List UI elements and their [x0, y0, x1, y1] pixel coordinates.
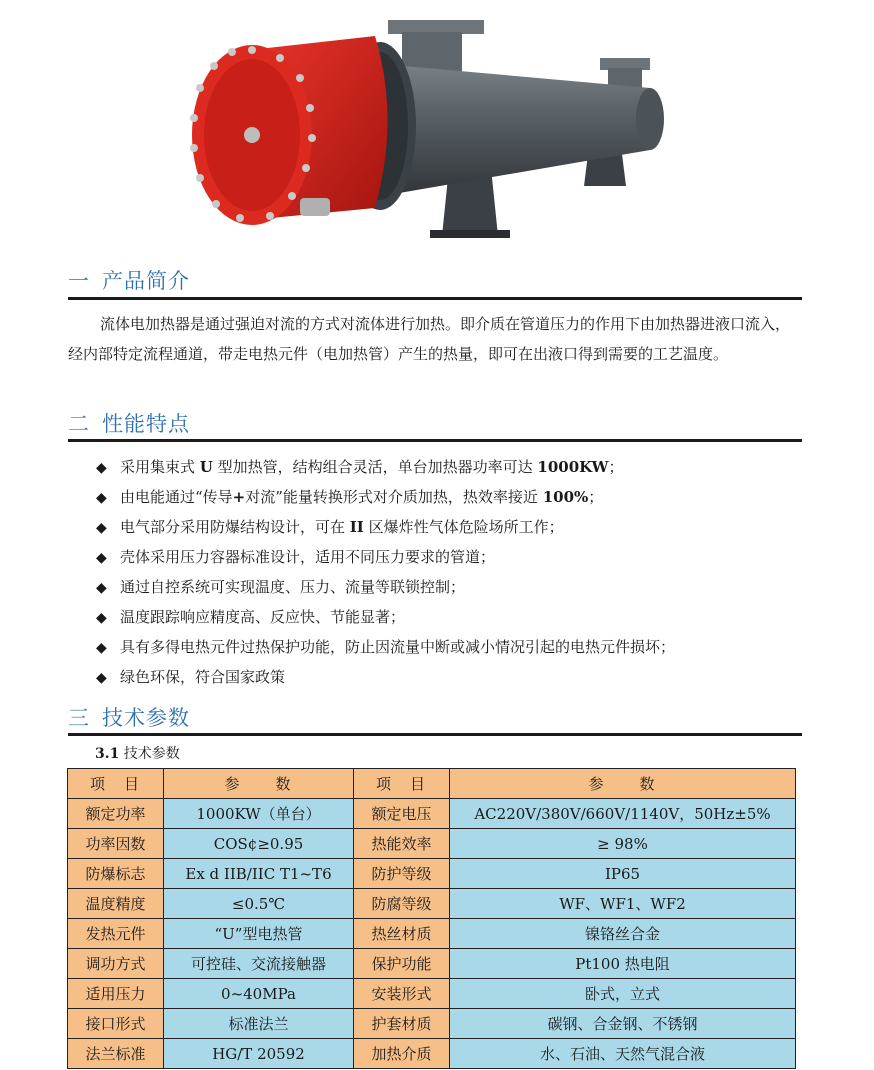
section-rule: [68, 297, 802, 300]
section-title: 性能特点: [102, 412, 190, 436]
param-value-cell: “U”型电热管: [164, 919, 354, 949]
param-value-cell: IP65: [450, 859, 796, 889]
param-value-cell: 水、石油、天然气混合液: [450, 1039, 796, 1069]
param-name-cell: 热能效率: [354, 829, 450, 859]
feature-text: 壳体采用压力容器标准设计，适用不同压力要求的管道；: [120, 548, 496, 566]
diamond-bullet-icon: ◆: [96, 520, 107, 536]
feature-text: 具有多得电热元件过热保护功能，防止因流量中断或减小情况引起的电热元件损坏；: [120, 638, 676, 656]
feature-text: 由电能通过“传导: [120, 488, 233, 506]
spec-table: [67, 768, 796, 1069]
param-value-cell: 镍铬丝合金: [450, 919, 796, 949]
section-number: 二: [68, 412, 90, 436]
section-heading-params: [68, 700, 802, 736]
section-heading-intro: [68, 263, 802, 300]
table-row: [68, 949, 796, 979]
table-row: [68, 859, 796, 889]
subheading-text: 技术参数: [119, 746, 180, 762]
feature-text: ；: [588, 488, 604, 506]
param-value-cell: ≥ 98%: [450, 829, 796, 859]
section-number: 三: [68, 706, 90, 730]
feature-list: [96, 452, 675, 692]
table-row: [68, 1039, 796, 1069]
param-value-cell: ≤0.5℃: [164, 889, 354, 919]
table-subheading: [95, 743, 180, 763]
feature-item: [96, 542, 675, 572]
param-value-cell: 卧式，立式: [450, 979, 796, 1009]
feature-text: 对流”能量转换形式对介质加热，热效率接近: [245, 488, 543, 506]
feature-item: [96, 452, 675, 482]
feature-emphasis: U: [199, 458, 213, 476]
feature-emphasis: 1000KW: [537, 458, 609, 476]
feature-text: 温度跟踪响应精度高、反应快、节能显著；: [120, 608, 406, 626]
param-name-cell: 保护功能: [354, 949, 450, 979]
header-value-2: 参 数: [450, 769, 796, 799]
subheading-number: 3.1: [95, 746, 120, 762]
param-value-cell: 0~40MPa: [164, 979, 354, 1009]
feature-item: [96, 512, 675, 542]
diamond-bullet-icon: ◆: [96, 550, 107, 566]
feature-text: ；: [608, 458, 624, 476]
feature-item: [96, 482, 675, 512]
param-value-cell: Pt100 热电阻: [450, 949, 796, 979]
param-name-cell: 安装形式: [354, 979, 450, 1009]
feature-text: 通过自控系统可实现温度、压力、流量等联锁控制；: [120, 578, 466, 596]
param-value-cell: 碳钢、合金钢、不锈钢: [450, 1009, 796, 1039]
param-value-cell: 标准法兰: [164, 1009, 354, 1039]
param-name-cell: 防爆标志: [68, 859, 164, 889]
feature-item: [96, 632, 675, 662]
header-item-2: 项 目: [354, 769, 450, 799]
inlet-flange: [388, 20, 484, 34]
diamond-bullet-icon: ◆: [96, 460, 107, 476]
param-value-cell: 1000KW（单台）: [164, 799, 354, 829]
feature-text: 型加热管，结构组合灵活，单台加热器功率可达: [212, 458, 538, 476]
param-name-cell: 温度精度: [68, 889, 164, 919]
diamond-bullet-icon: ◆: [96, 670, 107, 686]
diamond-bullet-icon: ◆: [96, 580, 107, 596]
header-item-1: 项 目: [68, 769, 164, 799]
param-name-cell: 调功方式: [68, 949, 164, 979]
param-value-cell: COS¢≥0.95: [164, 829, 354, 859]
feature-emphasis: 100%: [542, 488, 589, 506]
section-title: 产品简介: [102, 269, 190, 293]
feature-emphasis: II: [349, 518, 364, 536]
table-row: [68, 1009, 796, 1039]
param-name-cell: 发热元件: [68, 919, 164, 949]
table-row: [68, 829, 796, 859]
intro-paragraph: 流体电加热器是通过强迫对流的方式对流体进行加热。即介质在管道压力的作用下由加热器进液口流入，经内部特定流程通道，带走电热元件（电加热管）产生的热量，即可在出液口得到需要的工艺温度。: [68, 315, 791, 363]
table-row: [68, 919, 796, 949]
param-name-cell: 护套材质: [354, 1009, 450, 1039]
param-name-cell: 额定电压: [354, 799, 450, 829]
section-title: 技术参数: [102, 706, 190, 730]
param-name-cell: 防腐等级: [354, 889, 450, 919]
param-name-cell: 加热介质: [354, 1039, 450, 1069]
param-value-cell: AC220V/380V/660V/1140V，50Hz±5%: [450, 799, 796, 829]
param-name-cell: 防护等级: [354, 859, 450, 889]
param-value-cell: Ex d IIB/IIC T1~T6: [164, 859, 354, 889]
section-rule: [68, 733, 802, 736]
param-value-cell: WF、WF1、WF2: [450, 889, 796, 919]
feature-emphasis: +: [232, 488, 246, 506]
table-row: [68, 889, 796, 919]
param-name-cell: 热丝材质: [354, 919, 450, 949]
feature-text: 电气部分采用防爆结构设计，可在: [120, 518, 350, 536]
diamond-bullet-icon: ◆: [96, 490, 107, 506]
param-name-cell: 功率因数: [68, 829, 164, 859]
product-photo: [180, 8, 680, 248]
feature-text: 绿色环保，符合国家政策: [120, 668, 286, 686]
table-header-row: [68, 769, 796, 799]
section-heading-features: [68, 406, 802, 442]
table-row: [68, 799, 796, 829]
feature-item: [96, 602, 675, 632]
param-value-cell: HG/T 20592: [164, 1039, 354, 1069]
table-row: [68, 979, 796, 1009]
feature-item: [96, 662, 675, 692]
param-name-cell: 适用压力: [68, 979, 164, 1009]
section-rule: [68, 439, 802, 442]
param-name-cell: 接口形式: [68, 1009, 164, 1039]
section-number: 一: [68, 269, 90, 293]
feature-text: 采用集束式: [120, 458, 200, 476]
cable-gland: [300, 198, 330, 216]
header-value-1: 参 数: [164, 769, 354, 799]
param-value-cell: 可控硅、交流接触器: [164, 949, 354, 979]
diamond-bullet-icon: ◆: [96, 610, 107, 626]
feature-item: [96, 572, 675, 602]
diamond-bullet-icon: ◆: [96, 640, 107, 656]
param-name-cell: 额定功率: [68, 799, 164, 829]
feature-text: 区爆炸性气体危险场所工作；: [363, 518, 564, 536]
param-name-cell: 法兰标准: [68, 1039, 164, 1069]
